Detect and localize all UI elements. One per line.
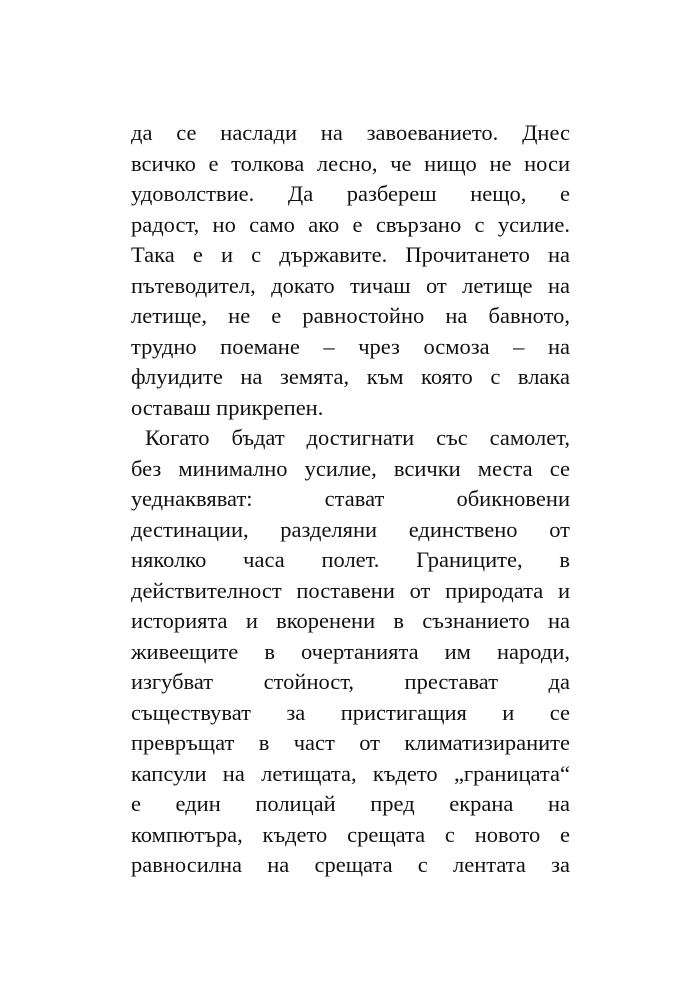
text-line: е един полицай пред екрана на — [131, 791, 570, 816]
text-line: уеднаквяват: стават обикновени — [131, 486, 570, 511]
text-line: живеещите в очертанията им народи, — [131, 638, 570, 664]
text-line: да се наслади на завоеванието. Днес — [131, 120, 570, 145]
text-line: удоволствие. Да разбереш нещо, е — [131, 181, 570, 206]
text-line: радост, но само ако е свързано с усилие. — [131, 211, 570, 237]
text-line: няколко часа полет. Границите, в — [131, 547, 570, 572]
text-line: изгубват стойност, престават да — [131, 669, 570, 694]
text-line: историята и вкоренени в съзнанието на — [131, 608, 570, 633]
text-line: Така е и с държавите. Прочитането на — [131, 242, 570, 267]
text-line: действителност поставени от природата и — [131, 577, 570, 603]
page-text — [131, 118, 570, 881]
text-line: трудно поемане – чрез осмоза – на — [131, 333, 570, 359]
text-line: компютъра, където срещата с новото е — [131, 821, 570, 847]
text-line: флуидите на земята, към която с влака — [131, 364, 570, 389]
text-line: летище, не е равностойно на бавното, — [131, 303, 570, 328]
text-line: без минимално усилие, всички места се — [131, 455, 570, 481]
text-line: пътеводител, докато тичаш от летище на — [131, 272, 570, 298]
text-line: всичко е толкова лесно, че нищо не носи — [131, 150, 570, 176]
text-line: оставаш прикрепен. — [131, 394, 324, 420]
text-line: съществуват за пристигащия и се — [131, 699, 570, 725]
paragraph-1 — [131, 118, 570, 423]
text-line: равносилна на срещата с лентата за — [131, 852, 570, 877]
text-line: превръщат в част от климатизираните — [131, 730, 570, 755]
text-line: дестинации, разделяни единствено от — [131, 516, 570, 542]
paragraph-2 — [131, 423, 570, 881]
text-line: Когато бъдат достигнати със самолет, — [145, 425, 570, 450]
text-line: капсули на летищата, където „границата“ — [131, 760, 570, 786]
